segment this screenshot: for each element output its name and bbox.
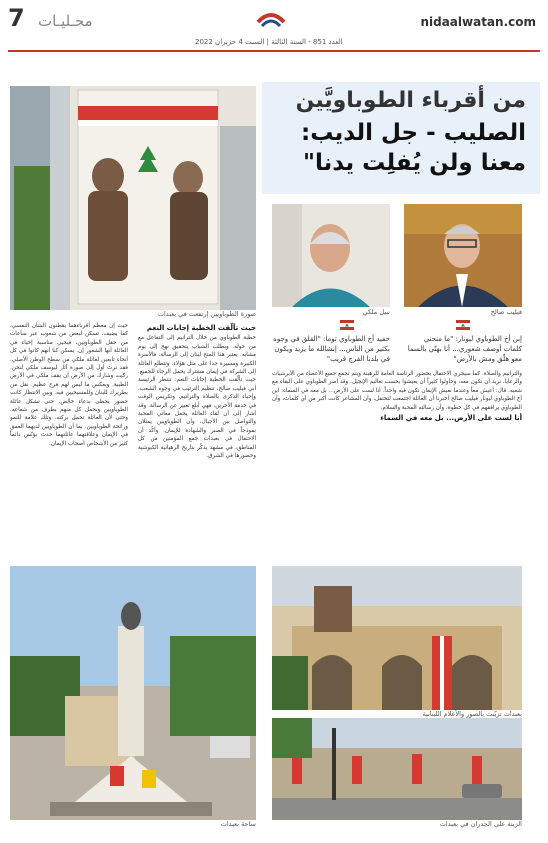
banner-photo-image <box>10 86 256 310</box>
header-rule <box>8 50 540 52</box>
page-header <box>0 0 548 52</box>
page-number: 7 <box>8 4 25 32</box>
cedar-icon <box>340 320 354 330</box>
village-caption: بعبدات تزيّنت بالصور والأعلام اللبنانية <box>422 710 522 718</box>
statue-photo <box>10 566 256 820</box>
person-right-caption: فيليب صالح <box>490 308 522 316</box>
statue-caption: ساحة بعبدات <box>220 820 256 828</box>
subhead-2: أنا لست على الأرض... بل معه في السماء <box>380 414 522 423</box>
person-photo-right <box>404 204 522 307</box>
banner-photo <box>10 86 256 310</box>
village-photo <box>272 566 522 710</box>
section-title: محـليـات <box>38 12 93 30</box>
street-photo <box>272 718 522 820</box>
column-2-text: خطبة الطوباوي من خلال الترانيم إلى التفاعل مع من حوله. ويطلب الشباب بتحقيق نهج إلى يوم مشابه. يعتبر هذا المنح لبنان إلى الرسالة. فالأسرة الكبيرة ومسيرة جدا على مثل هؤلاء. وتتطلع العائلة إلى الشركة في إيمان مشترك يحمل الرجاء للجميع. حيث تألّقت الخطبة إجابات النعم: تنتظر الرئيسة أبي فيليب صالح، تنظيم الترتيب في وجوه الشعب، وإحياء الذكرى بالصلاة والترانيم، وتكريس الوقت في خدمة الآخرين، فهي أبلغ تعبير عن الرسالة. وقد أشار إلى أن لقاء العائلة يحمل معاني المحبة والتواصل بين الأجيال، وأن الطوباويين يمثلان نموذجاً في الصبر والشهادة للإيمان. وأكّد أن الاحتفال في بعبدات جمع المؤمنين من كل المناطق، في مشهد يذكّر بتاريخ الرهبانية الكبوشية وحضورها في الشرق. <box>138 335 256 460</box>
newspaper-logo-icon <box>256 6 286 30</box>
subhead-1: حيث تألّقت الخطبة إجابات النعم <box>146 324 256 332</box>
text-column-2 <box>138 322 256 558</box>
text-column-3 <box>272 370 522 558</box>
headline: الصليب - جل الديب: معنا ولن يُفلِت يدنا" <box>301 120 526 176</box>
column-3-text: والترانيم والصلاة. كما سيجري الاحتفال بحضور الرئاسة العامة للرهبنة ويتم تجمع جميع الأعضاء من الأبرشيات والرعايا. نريد أن نكون معه، وحاولوا كثيراً أن يعيشوا بحسب تعاليم الإنجيل. وقد أصر الطوباوي على البقاء مع شعبه. قال: أعيش معاً وعندما نعيش الإيمان نكون فيه واحداً. أنا لست على الأرض... بل معه في السماء: ابن أخ الطوباوي ليونار فيليب صالح أخبرنا أن العائلة اجتمعت لتحتفل، وأن المشاعر كانت أكبر من أي كلمات، وأن الطوباوي يرافقهم في كل خطوة، وأن رسالته المحبة والسلام. <box>272 371 522 411</box>
person-left-caption: نبيل ملكي <box>362 308 390 316</box>
site-url[interactable]: nidaalwatan.com <box>420 15 536 29</box>
issue-line: العدد 851 - السنة الثالثة | السبت 4 حزيران 2022 <box>195 38 343 46</box>
banner-caption: صورة الطوباويين إرتفعت في بعبدات <box>157 310 256 318</box>
text-column-1 <box>10 322 128 558</box>
person-photo-left <box>272 204 390 307</box>
quote-left: حفيد أخ الطوباوي توما: "القلق في وجوه بكثير من الناس... إنشالله ما يزيد ويكون في بلدنا الفرج قريب" <box>273 335 390 363</box>
quote-right: إبن أخ الطوباوي ليونار: "ما منحني كلمات أوصف شعوري... أنا بهنّي بالسما معو هلّق ومش بالأرض" <box>407 335 522 363</box>
cedar-icon <box>456 320 470 330</box>
street-caption: الزينة على الجدران في بعبدات <box>439 820 522 828</box>
column-1-text: حيث إن معظم أقرباءهما يقطنون الشأن النفسي، كما يضيف. تسكن لبعض من شعوب عبر ساعات من حقل الطوباويين، فيحيي مناسبة إحياء في العائلة أنها الشعور إن. يسكن كنا أنهم كانوا في كل أنحاء تابعين لعائلة ملكي من سطح الوطن الأصلي. فقد نرث أول إلى صورة آثار ليوسف ملكي لنحن. ركبت وشارك من الأرض أن يقف ملكي في الأرض الطيبة. ويعكس ما ليس لهم فرح عظيم. نقل من بطريرك للبنان وللمسيحيين فيه. وبين الانتظار كانت حضور يحظى بدعاء خالص. حتى تشكل عائلة الطوباويين ويحمل كل منهم بطرف من شعاعه. وحتى لأن العائلة تحمل بركته. وتلك علامة للنمو ورائحة الطوباويين. بما أن الطوباويين لديهما العمق في الإيمان وعلاقتهما عائلتهما حدث يؤنّس دائماً كثير من الأشخاص أصحاب الإيمان. <box>10 323 128 447</box>
kicker: من أقرباء الطوباويَّين <box>295 88 526 113</box>
